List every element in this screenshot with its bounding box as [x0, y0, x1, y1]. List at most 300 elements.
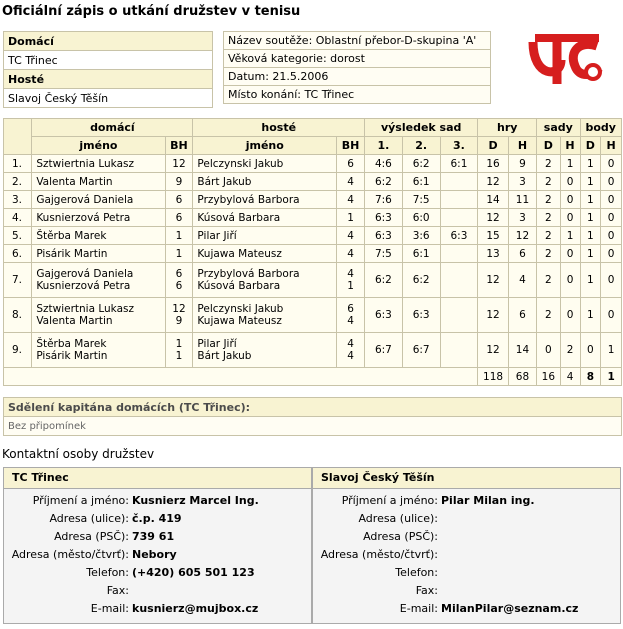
guest-player: [193, 209, 337, 227]
games-d-value: 12: [486, 344, 500, 356]
guest-bh-value: 4: [347, 193, 354, 206]
home-bh-value: 9: [175, 175, 183, 188]
points-h-value: 0: [607, 175, 615, 188]
set3-score: [440, 191, 478, 209]
games-d: [478, 155, 508, 173]
contact-field: [4, 528, 311, 546]
set2-score-value: 6:1: [412, 175, 430, 188]
match-info-table: [223, 31, 491, 104]
set3-score-value: 6:1: [450, 157, 468, 170]
sets-h: [560, 333, 580, 368]
home-bh: [165, 245, 193, 263]
guest-bh-value: 1: [347, 211, 354, 224]
guest-player-value: Pelczynski Jakub: [197, 303, 284, 315]
games-h: [508, 298, 536, 333]
guest-player: [193, 245, 337, 263]
points-h: [601, 333, 622, 368]
sets-h: [560, 209, 580, 227]
home-bh-header: BH: [165, 137, 193, 155]
set3-score: [440, 155, 478, 173]
set2-score-value: 7:5: [412, 193, 430, 206]
index-header: [4, 119, 32, 155]
set3-score: [440, 298, 478, 333]
games-h-value: 4: [519, 274, 526, 286]
table-row: [4, 173, 622, 191]
points-h: [601, 191, 622, 209]
set2-score: [402, 263, 440, 298]
points-h-value: 0: [607, 229, 615, 242]
sets-d-header: D: [537, 137, 560, 155]
home-player-value: Pisárik Martin: [36, 350, 108, 362]
guest-player-value: Przybylová Barbora: [197, 268, 300, 280]
games-h: [508, 245, 536, 263]
set3-score: [440, 245, 478, 263]
sets-d: [537, 263, 560, 298]
home-player: [32, 263, 165, 298]
guest-player: [193, 227, 337, 245]
guest-bh-header: BH: [337, 137, 365, 155]
sets-d-value: 2: [545, 247, 552, 260]
games-h: [508, 191, 536, 209]
sets-h-value: 0: [566, 309, 574, 321]
sets-h-value: 0: [566, 274, 574, 286]
guest-bh: [337, 333, 365, 368]
table-row: [4, 333, 622, 368]
contact-field-value: 739 61: [132, 530, 175, 543]
points-d-value: 1: [587, 175, 594, 188]
set1-score-value: 4:6: [374, 157, 392, 170]
points-h: [601, 155, 622, 173]
guest-player-value: Kujawa Mateusz: [197, 247, 282, 260]
table-row: [4, 298, 622, 333]
games-h: [508, 209, 536, 227]
guest-bh-value: 4: [347, 268, 354, 280]
page-title: Oficiální zápis o utkání družstev v tenisu: [2, 4, 301, 19]
guest-name-header: jméno: [193, 137, 337, 155]
guest-bh-value: 4: [347, 229, 354, 242]
guest-player-value: Bárt Jakub: [197, 175, 252, 188]
points-d-value: 1: [587, 157, 594, 170]
guest-bh: [337, 191, 365, 209]
guest-header: hosté: [193, 119, 365, 137]
sets-d: [537, 191, 560, 209]
contact-field-label: Fax:: [415, 584, 438, 597]
games-d-value: 14: [486, 193, 500, 206]
games-h-value: 3: [519, 175, 526, 188]
games-d-value: 12: [486, 274, 500, 286]
set1-header: 1.: [365, 137, 403, 155]
row-index-value: 7.: [12, 274, 23, 286]
sets-h-value: 0: [566, 211, 574, 224]
contact-field-label: Telefon:: [395, 566, 438, 579]
contact-team-guest: Slavoj Český Těšín: [313, 468, 620, 489]
home-bh: [165, 155, 193, 173]
set2-score-value: 6:3: [412, 309, 430, 321]
sets-h-value: 0: [566, 247, 574, 260]
set1-score-value: 6:7: [374, 344, 392, 356]
contact-field-value: MilanPilar@seznam.cz: [441, 602, 579, 615]
sets-h-value: 0: [566, 175, 574, 188]
contact-field: [4, 492, 311, 510]
totals-spacer: [4, 368, 478, 386]
home-player-value: Gajgerová Daniela: [36, 193, 134, 206]
row-index: [4, 191, 32, 209]
home-bh-value: 6: [175, 268, 183, 280]
sets-h: [560, 173, 580, 191]
guest-player-value: Pilar Jiří: [197, 338, 237, 350]
games-d-value: 12: [486, 211, 500, 224]
guest-player-value: Przybylová Barbora: [197, 193, 300, 206]
contact-field: [313, 510, 620, 528]
set3-score: [440, 263, 478, 298]
points-h-value: 1: [607, 344, 615, 356]
contact-field-value: kusnierz@mujbox.cz: [132, 602, 259, 615]
result-header: výsledek sad: [365, 119, 478, 137]
games-d: [478, 227, 508, 245]
points-d: [580, 333, 601, 368]
row-index: [4, 333, 32, 368]
set1-score-value: 7:6: [374, 193, 392, 206]
table-row: [4, 227, 622, 245]
guest-bh: [337, 173, 365, 191]
guest-player: [193, 263, 337, 298]
set2-score: [402, 333, 440, 368]
games-d: [478, 191, 508, 209]
games-h-value: 6: [519, 309, 526, 321]
sets-d: [537, 227, 560, 245]
home-player: [32, 191, 165, 209]
points-d-value: 1: [587, 309, 594, 321]
points-d: [580, 298, 601, 333]
set3-score: [440, 173, 478, 191]
set2-score: [402, 227, 440, 245]
games-h: [508, 333, 536, 368]
home-player-value: Sztwiertnia Lukasz: [36, 303, 134, 315]
row-index-value: 3.: [12, 193, 23, 206]
home-player: [32, 155, 165, 173]
sets-h-value: 0: [566, 193, 574, 206]
contact-field-label: Fax:: [106, 584, 129, 597]
home-header: domácí: [32, 119, 193, 137]
set1-score-value: 6:2: [374, 274, 392, 286]
contact-panel-home: [3, 467, 312, 624]
total-sets-d: 16: [537, 368, 560, 386]
points-d: [580, 191, 601, 209]
contact-field: [313, 564, 620, 582]
set2-score: [402, 298, 440, 333]
set2-score-value: 6:7: [412, 344, 430, 356]
guest-player-value: Pelczynski Jakub: [197, 157, 284, 170]
points-d-value: 1: [587, 274, 594, 286]
sets-h-header: H: [560, 137, 580, 155]
guest-bh: [337, 227, 365, 245]
games-d: [478, 333, 508, 368]
sets-h: [560, 245, 580, 263]
points-d: [580, 173, 601, 191]
home-player: [32, 298, 165, 333]
games-header: hry: [478, 119, 537, 137]
home-player-value: Štěrba Marek: [36, 229, 107, 242]
guest-player: [193, 333, 337, 368]
match-venue: Místo konání: TC Třinec: [224, 86, 491, 104]
sets-h: [560, 263, 580, 298]
contact-field: [313, 582, 620, 600]
row-index: [4, 209, 32, 227]
points-h: [601, 245, 622, 263]
home-bh-value: 6: [175, 280, 183, 292]
home-player-value: Valenta Martin: [36, 175, 113, 188]
points-header: body: [580, 119, 622, 137]
games-d-header: D: [478, 137, 508, 155]
captain-note-table: [3, 397, 622, 436]
matches-table: [3, 118, 622, 386]
points-d: [580, 245, 601, 263]
row-index-value: 6.: [12, 247, 23, 260]
table-row: [4, 191, 622, 209]
set2-score-value: 6:0: [412, 211, 430, 224]
set1-score: [365, 155, 403, 173]
total-games-d: 118: [478, 368, 508, 386]
games-d-value: 12: [486, 309, 500, 321]
points-h-value: 0: [607, 247, 615, 260]
games-d: [478, 173, 508, 191]
sets-d: [537, 173, 560, 191]
contact-field-value: Kusnierz Marcel Ing.: [132, 494, 259, 507]
guest-label: Hosté: [4, 70, 213, 89]
home-player-value: Gajgerová Daniela: [36, 268, 134, 280]
set2-score-value: 6:2: [412, 157, 430, 170]
row-index: [4, 227, 32, 245]
guest-bh-value: 6: [347, 303, 354, 315]
sets-d-value: 2: [545, 175, 552, 188]
home-bh: [165, 191, 193, 209]
sets-d-value: 2: [545, 211, 552, 224]
contact-field: [313, 492, 620, 510]
points-h: [601, 263, 622, 298]
points-h-value: 0: [607, 274, 615, 286]
set1-score: [365, 298, 403, 333]
games-h-value: 9: [519, 157, 526, 170]
contact-field: [4, 564, 311, 582]
home-player-value: Sztwiertnia Lukasz: [36, 157, 134, 170]
guest-bh-value: 6: [347, 157, 354, 170]
home-bh: [165, 173, 193, 191]
sets-h: [560, 191, 580, 209]
set3-score-value: 6:3: [450, 229, 468, 242]
points-d: [580, 155, 601, 173]
points-h-value: 0: [607, 211, 615, 224]
table-row: [4, 245, 622, 263]
contact-field: [313, 546, 620, 564]
home-player-value: Valenta Martin: [36, 315, 113, 327]
home-player-value: Pisárik Martin: [36, 247, 108, 260]
points-d-header: D: [580, 137, 601, 155]
match-date: Datum: 21.5.2006: [224, 68, 491, 86]
home-player-value: Kusnierzová Petra: [36, 211, 131, 224]
home-bh-value: 9: [175, 315, 183, 327]
points-d: [580, 227, 601, 245]
set2-header: 2.: [402, 137, 440, 155]
row-index: [4, 263, 32, 298]
set2-score-value: 6:1: [412, 247, 430, 260]
sets-d-value: 0: [545, 344, 552, 356]
points-h-value: 0: [607, 157, 615, 170]
set2-score: [402, 173, 440, 191]
points-h: [601, 298, 622, 333]
points-d: [580, 209, 601, 227]
home-player: [32, 173, 165, 191]
set2-score: [402, 191, 440, 209]
contact-field-label: Příjmení a jméno:: [341, 494, 438, 507]
sets-d-value: 2: [545, 309, 552, 321]
points-d: [580, 263, 601, 298]
sets-d-value: 2: [545, 229, 552, 242]
competition-name: Název soutěže: Oblastní přebor-D-skupina 'A': [224, 32, 491, 50]
home-name-header: jméno: [32, 137, 165, 155]
points-h: [601, 173, 622, 191]
sets-d-value: 2: [545, 157, 552, 170]
points-d-value: 1: [587, 247, 594, 260]
games-h-value: 6: [519, 247, 526, 260]
points-d-value: 1: [587, 211, 594, 224]
row-index-value: 8.: [12, 309, 23, 321]
points-d-value: 1: [587, 193, 594, 206]
guest-bh: [337, 155, 365, 173]
contact-field-label: E-mail:: [90, 602, 129, 615]
total-sets-h: 4: [560, 368, 580, 386]
contact-field-label: Adresa (PSČ):: [363, 530, 438, 543]
games-d-value: 12: [486, 175, 500, 188]
home-bh: [165, 263, 193, 298]
home-bh-value: 6: [175, 211, 183, 224]
games-h-value: 11: [515, 193, 530, 206]
set1-score-value: 6:2: [374, 175, 392, 188]
contact-field-label: Příjmení a jméno:: [32, 494, 129, 507]
guest-bh-value: 4: [347, 247, 354, 260]
set3-score: [440, 209, 478, 227]
points-h-value: 0: [607, 309, 615, 321]
set1-score: [365, 209, 403, 227]
sets-h: [560, 298, 580, 333]
contact-field: [4, 582, 311, 600]
contact-field-value: Nebory: [132, 548, 177, 561]
guest-bh-value: 4: [347, 350, 354, 362]
games-d: [478, 209, 508, 227]
contact-field-label: Adresa (město/čtvrť):: [320, 548, 438, 561]
games-d-value: 15: [486, 229, 500, 242]
guest-bh-value: 4: [347, 315, 354, 327]
games-d: [478, 298, 508, 333]
set3-score: [440, 227, 478, 245]
home-bh-value: 1: [175, 338, 183, 350]
guest-player: [193, 155, 337, 173]
points-h: [601, 209, 622, 227]
guest-bh-value: 1: [347, 280, 354, 292]
sets-d: [537, 333, 560, 368]
set2-score-value: 6:2: [412, 274, 430, 286]
sets-h: [560, 227, 580, 245]
guest-bh: [337, 245, 365, 263]
row-index-value: 2.: [12, 175, 23, 188]
set1-score-value: 6:3: [374, 229, 392, 242]
row-index-value: 5.: [12, 229, 23, 242]
sets-d: [537, 298, 560, 333]
sets-h-value: 1: [566, 157, 574, 170]
home-bh: [165, 227, 193, 245]
guest-player-value: Pilar Jiří: [197, 229, 237, 242]
contact-field-value: (+420) 605 501 123: [132, 566, 255, 579]
guest-player-value: Kúsová Barbara: [197, 280, 281, 292]
row-index-value: 1.: [12, 157, 23, 170]
home-player: [32, 227, 165, 245]
row-index-value: 4.: [12, 211, 23, 224]
set1-score: [365, 333, 403, 368]
contact-panel-guest: [312, 467, 621, 624]
set3-header: 3.: [440, 137, 478, 155]
total-points-d: 8: [580, 368, 601, 386]
guest-player: [193, 173, 337, 191]
set1-score-value: 6:3: [374, 211, 392, 224]
games-d: [478, 245, 508, 263]
contact-field-value: Pilar Milan ing.: [441, 494, 535, 507]
set1-score: [365, 263, 403, 298]
games-d-value: 13: [486, 247, 500, 260]
sets-d: [537, 209, 560, 227]
home-player: [32, 209, 165, 227]
club-logo-icon: [527, 26, 607, 90]
contact-field-label: Telefon:: [86, 566, 129, 579]
sets-header: sady: [537, 119, 580, 137]
total-points-h: 1: [601, 368, 622, 386]
points-h-value: 0: [607, 193, 615, 206]
home-player: [32, 245, 165, 263]
home-team: TC Třinec: [4, 51, 213, 70]
row-index: [4, 298, 32, 333]
contact-field-label: Adresa (PSČ):: [54, 530, 129, 543]
set1-score: [365, 173, 403, 191]
guest-player-value: Kúsová Barbara: [197, 211, 281, 224]
games-d: [478, 263, 508, 298]
sets-h: [560, 155, 580, 173]
home-bh-value: 1: [175, 350, 183, 362]
set2-score: [402, 155, 440, 173]
captain-note-label: Sdělení kapitána domácích (TC Třinec):: [4, 398, 622, 417]
guest-bh-value: 4: [347, 175, 354, 188]
home-label: Domácí: [4, 32, 213, 51]
sets-d-value: 2: [545, 193, 552, 206]
contact-field-value: č.p. 419: [132, 512, 182, 525]
sets-d: [537, 245, 560, 263]
guest-bh: [337, 209, 365, 227]
teams-table: [3, 31, 213, 108]
games-h-value: 14: [515, 344, 530, 356]
contact-field: [313, 600, 620, 618]
set1-score: [365, 191, 403, 209]
row-index: [4, 245, 32, 263]
home-player-value: Kusnierzová Petra: [36, 280, 131, 292]
captain-note-text: Bez připomínek: [4, 417, 622, 436]
sets-d: [537, 155, 560, 173]
home-bh-value: 1: [175, 247, 183, 260]
games-h: [508, 173, 536, 191]
set2-score: [402, 209, 440, 227]
home-player-value: Štěrba Marek: [36, 338, 107, 350]
points-h: [601, 227, 622, 245]
guest-player-value: Kujawa Mateusz: [197, 315, 282, 327]
total-games-h: 68: [508, 368, 536, 386]
table-row: [4, 155, 622, 173]
contacts-title: Kontaktní osoby družstev: [2, 447, 155, 461]
